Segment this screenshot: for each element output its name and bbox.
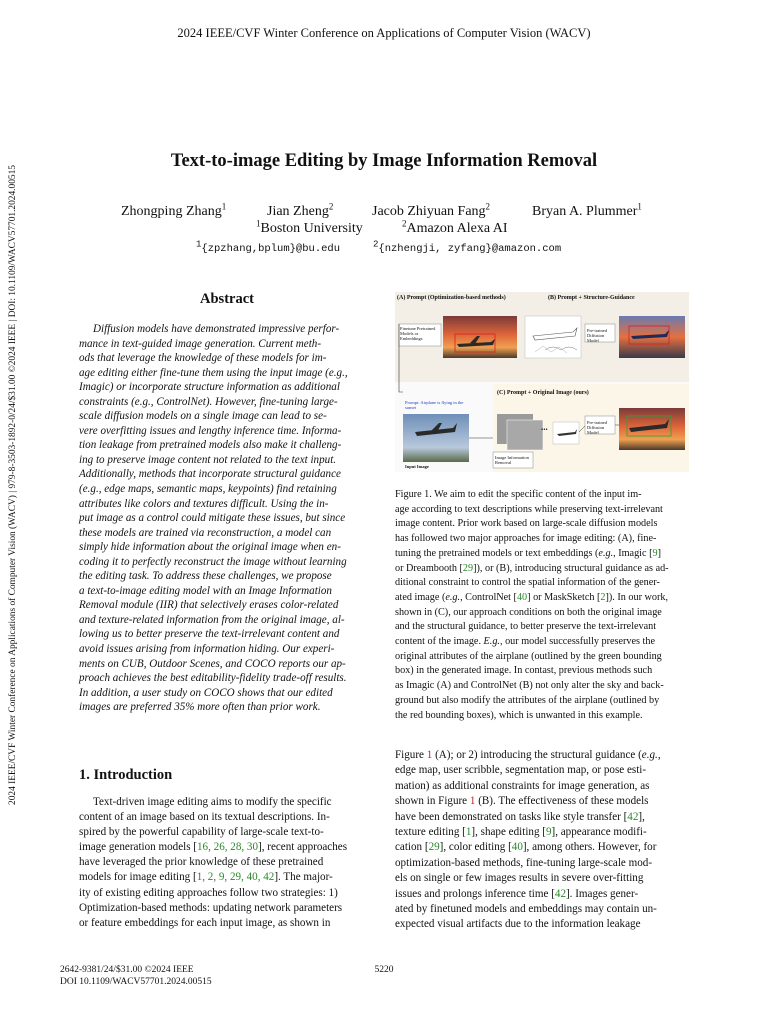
- introduction-heading: 1. Introduction: [79, 767, 173, 783]
- citation-link[interactable]: 40: [511, 841, 523, 854]
- intro-line: spired by the powerful capability of large-scale text-to-: [79, 826, 324, 839]
- intro-line: image generation models [16, 26, 28, 30], recent approaches: [79, 841, 348, 854]
- body-line: have been demonstrated on tasks like style transfer [42],: [395, 810, 645, 823]
- body-line: els on single or few images results in severe over-fitting: [395, 872, 644, 885]
- affiliation-2: $^2$Amazon Alexa AI: [402, 218, 508, 236]
- abstract-line: Diffusion models have demonstrated impressive perfor-: [93, 323, 340, 335]
- figure-1: [395, 292, 689, 472]
- abstract-line: proach achieves the best editability-fidelity trade-off results.: [79, 672, 347, 685]
- citation-link[interactable]: 40: [516, 591, 528, 603]
- sidebar-doi: [4, 70, 22, 900]
- caption-line: the red bounding boxes), which is unwanted in this example.: [395, 709, 643, 721]
- noise-image-2: [507, 420, 543, 450]
- figure-input-label: Input Image: [405, 464, 429, 469]
- intro-line: or feature embeddings for each input image, as shown in: [79, 916, 331, 929]
- figure-box-diffusion-c: Pre-trained Diffusion Model: [587, 420, 607, 435]
- abstract-line: vere overfitting issues and lengthy inference time. Informa-: [79, 424, 342, 437]
- abstract-line: Imagic) or incorporate structure information as additional: [79, 381, 340, 394]
- footer-doi: DOI 10.1109/WACV57701.2024.00515: [60, 976, 212, 987]
- abstract-line: (e.g., edge maps, semantic maps, keypoints) find retaining: [79, 483, 337, 496]
- body-line: expected visual artifacts due to the information leakage: [395, 918, 641, 931]
- citation-link[interactable]: 1, 2, 9, 29, 40, 42: [196, 871, 275, 884]
- abstract-line: the editing task. To address these challenges, we propose: [79, 570, 332, 583]
- body-line: optimization-based methods, fine-tuning large-scale mod-: [395, 856, 653, 869]
- figure-ref-link[interactable]: 1: [426, 749, 433, 761]
- abstract-line: coding it to perfectly reconstruct the image without learning: [79, 555, 347, 568]
- figure-label-a: (A) Prompt (Optimization-based methods): [397, 295, 506, 301]
- body-line: texture editing [1], shape editing [9], appearance modifi-: [395, 826, 647, 839]
- email-1: $^1${zpzhang,bplum}@bu.edu: [196, 239, 341, 255]
- body-line: mation) as additional constraints for image generation, as: [395, 779, 650, 792]
- author-2: Jian Zheng$^2$: [267, 201, 334, 219]
- body-line: ated by finetuned models and embeddings may contain un-: [395, 903, 657, 916]
- caption-line: box) in the generated image. In contast, previous methods such: [395, 665, 653, 677]
- abstract-line: ing to preserve image content not related to the text input.: [79, 453, 337, 466]
- right-column-body: [395, 748, 689, 933]
- caption-line: image content. Prior work based on large-scale diffusion models: [395, 518, 658, 530]
- caption-line: ground but also modify the attributes of the airplane (outlined by: [395, 694, 660, 706]
- body-line: issues and prolongs inference time [42]. Images gener-: [395, 887, 639, 900]
- author-4: Bryan A. Plummer$^1$: [532, 201, 642, 219]
- caption-line: shown in (C), our approach conditions on both the original image: [395, 606, 662, 618]
- citation-link[interactable]: 9: [545, 826, 552, 839]
- abstract-line: simply hide information about the original image when en-: [79, 541, 341, 554]
- intro-line: content of an image based on its textual descriptions. In-: [79, 811, 330, 824]
- figure-box-diffusion-b: Pre-trained Diffusion Model: [587, 328, 607, 343]
- abstract-line: Additionally, methods that incorporate structural guidance: [79, 468, 341, 481]
- abstract-line: and texture-related information from the original image, al-: [79, 613, 345, 626]
- abstract-line: put image as a control could mitigate these issues, but since: [79, 512, 346, 525]
- abstract-line: tion leakage from pretrained models also make it challeng-: [79, 439, 342, 452]
- abstract-line: Removal module (IIR) that selectively erases color-related: [79, 599, 339, 612]
- citation-link[interactable]: 29: [462, 562, 474, 574]
- intro-line: ity of existing editing approaches follow two strategies: 1): [79, 886, 338, 899]
- abstract-line: images are preferred 35% more often than prior work.: [79, 701, 321, 714]
- abstract-line: mance in text-guided image generation. Current meth-: [79, 337, 322, 350]
- author-3: Jacob Zhiyuan Fang$^2$: [372, 201, 491, 219]
- conference-header: 2024 IEEE/CVF Winter Conference on Applications of Computer Vision (WACV): [177, 26, 591, 40]
- figure-box-pretrained: Finetune Pretrained Models or Embeddings: [400, 326, 436, 341]
- abstract-line: avoid issues arising from information hiding. Our experi-: [79, 643, 335, 656]
- abstract-line: these models are trained via reconstruction, a model can: [79, 526, 332, 539]
- citation-link[interactable]: 16, 26, 28, 30: [197, 841, 259, 854]
- abstract-line: In addition, a user study on COCO shows that our edited: [79, 686, 333, 699]
- figure-label-c: (C) Prompt + Original Image (ours): [497, 390, 589, 396]
- figure-ref-link[interactable]: 1: [469, 795, 476, 808]
- citation-link[interactable]: 29: [428, 841, 440, 854]
- input-image: [403, 414, 469, 462]
- caption-line: as Imagic (A) and ControlNet (B) not only alter the sky and back-: [395, 680, 664, 692]
- body-line: edge map, user scribble, segmentation map, or pose esti-: [395, 764, 647, 777]
- email-2: $^2${nzhengji, zyfang}@amazon.com: [373, 239, 562, 255]
- affiliation-1: $^1$Boston University: [256, 218, 363, 236]
- citation-link[interactable]: 42: [554, 887, 566, 900]
- caption-line: age according to text descriptions while preserving text-irrelevant: [395, 503, 663, 515]
- intro-line: Text-driven image editing aims to modify the specific: [93, 796, 332, 808]
- citation-link[interactable]: 42: [627, 810, 639, 823]
- abstract-line: attributes like colors and textures difficult. Using the in-: [79, 497, 329, 510]
- caption-line: ated image (e.g., ControlNet [40] or MaskSketch [2]). In our work,: [395, 591, 669, 603]
- abstract-line: ments on CUB, Outdoor Scenes, and COCO reports our ap-: [79, 657, 346, 670]
- body-line: cation [29], color editing [40], among others. However, for: [395, 841, 657, 854]
- body-line: Figure 1 (A); or 2) introducing the structural guidance (e.g.,: [395, 749, 661, 761]
- caption-line: original attributes of the airplane (outlined by the green bounding: [395, 650, 662, 662]
- abstract-line: a text-to-image editing model with an Image Information: [79, 584, 332, 597]
- abstract-body: [79, 322, 375, 715]
- citation-link[interactable]: 1: [465, 826, 472, 839]
- caption-line: or Dreambooth [29]), or (B), introducing structural guidance as ad-: [395, 562, 669, 574]
- footer-issn: 2642-9381/24/$31.00 ©2024 IEEE: [60, 965, 194, 975]
- citation-link[interactable]: 2: [600, 591, 606, 603]
- abstract-line: lowing us to better preserve the text-irrelevant content and: [79, 628, 340, 641]
- abstract-line: age editing either fine-tune them using the input image (e.g.,: [79, 366, 348, 379]
- caption-line: content of the image. E.g., our model successfully preserves the: [395, 636, 655, 648]
- figure-prompt: Prompt: Airplane is flying in the sunset: [405, 400, 464, 410]
- figure-1-graphic: [395, 292, 689, 472]
- caption-line: and the structural guidance, to better preserve the text-irrelevant: [395, 621, 657, 633]
- caption-line: ditional constraint to control the spatial information of the gener-: [395, 577, 660, 589]
- paper-title: Text-to-image Editing by Image Information Removal: [170, 151, 598, 171]
- figure-label-b: (B) Prompt + Structure-Guidance: [548, 295, 635, 301]
- figure-1-caption: [395, 488, 689, 723]
- caption-line: Figure 1. We aim to edit the specific content of the input im-: [395, 489, 642, 500]
- intro-line: have leveraged the prior knowledge of these pretrained: [79, 856, 324, 869]
- caption-line: has followed two major approaches for image editing: (A), fine-: [395, 533, 657, 545]
- abstract-line: scale diffusion models on a single image can lead to se-: [79, 410, 327, 423]
- author-1: Zhongping Zhang$^1$: [121, 201, 227, 219]
- abstract-line: ods that leverage the knowledge of these models for im-: [79, 352, 327, 365]
- intro-line: Optimization-based methods: updating network parameters: [79, 901, 343, 914]
- abstract-heading: Abstract: [200, 291, 254, 307]
- introduction-body: [79, 795, 375, 931]
- page-number: 5220: [374, 965, 394, 975]
- intro-line: models for image editing [1, 2, 9, 29, 40, 42]. The major-: [79, 871, 333, 884]
- caption-line: tuning the pretrained models or text embeddings (e.g., Imagic [9]: [395, 547, 661, 559]
- figure-dots: ...: [541, 422, 548, 432]
- citation-link[interactable]: 9: [652, 547, 658, 559]
- sidebar-text: 2024 IEEE/CVF Winter Conference on Applications of Computer Vision (WACV) | 979-8-3503-1892-0/24/$31.00 ©2024 IEEE | DOI: 10.1109/WACV57701.2024.00515: [8, 165, 18, 805]
- body-line: shown in Figure 1 (B). The effectiveness of these models: [395, 795, 649, 808]
- figure-iir-label: Image Information Removal: [495, 455, 529, 465]
- abstract-line: constraints (e.g., ControlNet). However, fine-tuning large-: [79, 395, 338, 408]
